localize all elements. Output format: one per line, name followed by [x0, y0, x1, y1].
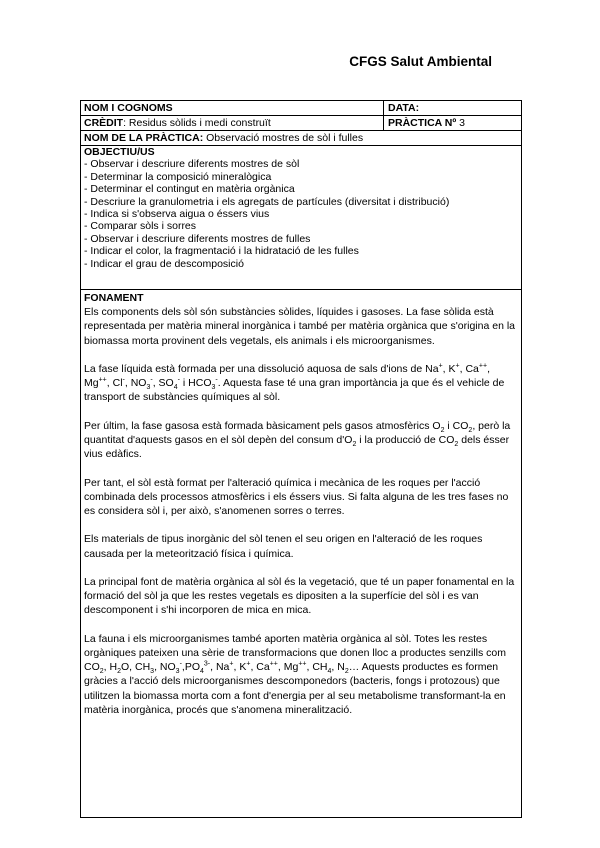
objective-item: - Indicar el grau de descomposició [84, 257, 244, 270]
objective-item: - Indica si s'observa aigua o éssers vius [84, 208, 270, 221]
objective-item: - Observar i descriure diferents mostres de sòl [84, 158, 300, 171]
fonament-paragraph-7: La fauna i els microorganismes també aporten matèria orgànica al sòl. Totes les restes orgàniques pateixen una sèrie de transformacions que donen lloc a productes senzills com $CO_2$, $H_2O$, $CH_3$, $NO_3^-,PO_4^{3-}$, Na+, K+, Ca++, Mg++, $CH_4$, $N_2\dots$ Aquests productes es formen gràcies a l'acció dels microorganismes descomponedors (bacteris, fongs i protozous) que utilitzen la biomassa morta com a font d'energia per al seu metabolisme transformant-la en matèria inorgànica, procés que s'anomena mineralització. [84, 632, 506, 716]
objectives-section [81, 146, 521, 290]
fonament-paragraph-2: La fase líquida està formada per una dissolució aquosa de sals d'ions de Na+, K+, Ca++, Mg++, Cl-, $NO_3^-$, $SO_4^-$ i $HCO_3^-$. Aquesta fase té una gran importància ja que és el vehicle de transport de substàncies químiques al sòl. [84, 362, 505, 404]
practice-number-value: 3 [456, 117, 465, 129]
name-label: NOM I COGNOMS [81, 101, 384, 115]
fonament-paragraph-5: Els materials de tipus inorgànic del sòl tenen el seu origen en l'alteració de les roques causada per la meteorització física i química. [84, 533, 483, 560]
objective-item: - Determinar la composició mineralògica [84, 170, 272, 183]
practice-number-field [384, 116, 521, 130]
objectives-heading: OBJECTIU/US [84, 146, 155, 158]
document-header: CFGS Salut Ambiental [349, 54, 492, 69]
objective-item: - Determinar el contingut en matèria orgànica [84, 183, 295, 196]
credit-label: CRÈDIT [84, 117, 124, 129]
fonament-section [81, 290, 521, 717]
objective-item: - Indicar el color, la fragmentació i la hidratació de les fulles [84, 245, 359, 258]
practice-sheet [80, 100, 522, 818]
date-label: DATA: [388, 102, 420, 114]
practice-name-value: Observació mostres de sòl i fulles [203, 132, 364, 144]
practice-name-row [81, 131, 521, 146]
fonament-paragraph-1: Els components dels sòl són substàncies sòlides, líquides i gasoses. La fase sòlida està representada per matèria mineral inorgànica i també per matèria orgànica que s'origina en la biomassa morta provinent dels vegetals, els animals i els microorganismes. [84, 306, 515, 347]
objective-item: - Descriure la granulometria i els agregats de partícules (diversitat i distribució) [84, 195, 450, 208]
objective-item: - Observar i descriure diferents mostres de fulles [84, 232, 311, 245]
practice-name-label: NOM DE LA PRÀCTICA: [84, 132, 204, 144]
credit-row [81, 116, 521, 131]
fonament-paragraph-4: Per tant, el sòl està format per l'alteració química i mecànica de les roques per l'acció combinada dels processos atmosfèrics i els éssers vius. Si falta alguna de les tres fases no es considera sòl i, per això, s'anomenen sorres o terres. [84, 476, 509, 517]
fonament-heading: FONAMENT [84, 292, 144, 304]
credit-field [81, 116, 384, 130]
fonament-paragraph-6: La principal font de matèria orgànica al sòl és la vegetació, que té un paper fonamental en la formació del sòl ja que les restes vegetals es dipositen a la superfície del sòl i es van descomponent i s'hi incorporen de mica en mica. [84, 575, 515, 617]
credit-value: : Residus sòlids i medi construït [123, 117, 271, 129]
objective-item: - Comparar sòls i sorres [84, 220, 197, 233]
name-date-row [81, 101, 521, 116]
practice-number-label: PRÀCTICA Nº [388, 117, 457, 129]
fonament-paragraph-3: Per últim, la fase gasosa està formada bàsicament pels gasos atmosfèrics $O_2$ i $CO_2$, però la quantitat d'aquests gasos en el sòl depèn del consum $d'O_2$ i la producció de $CO_2$ dels ésser vius edàfics. [84, 419, 511, 461]
